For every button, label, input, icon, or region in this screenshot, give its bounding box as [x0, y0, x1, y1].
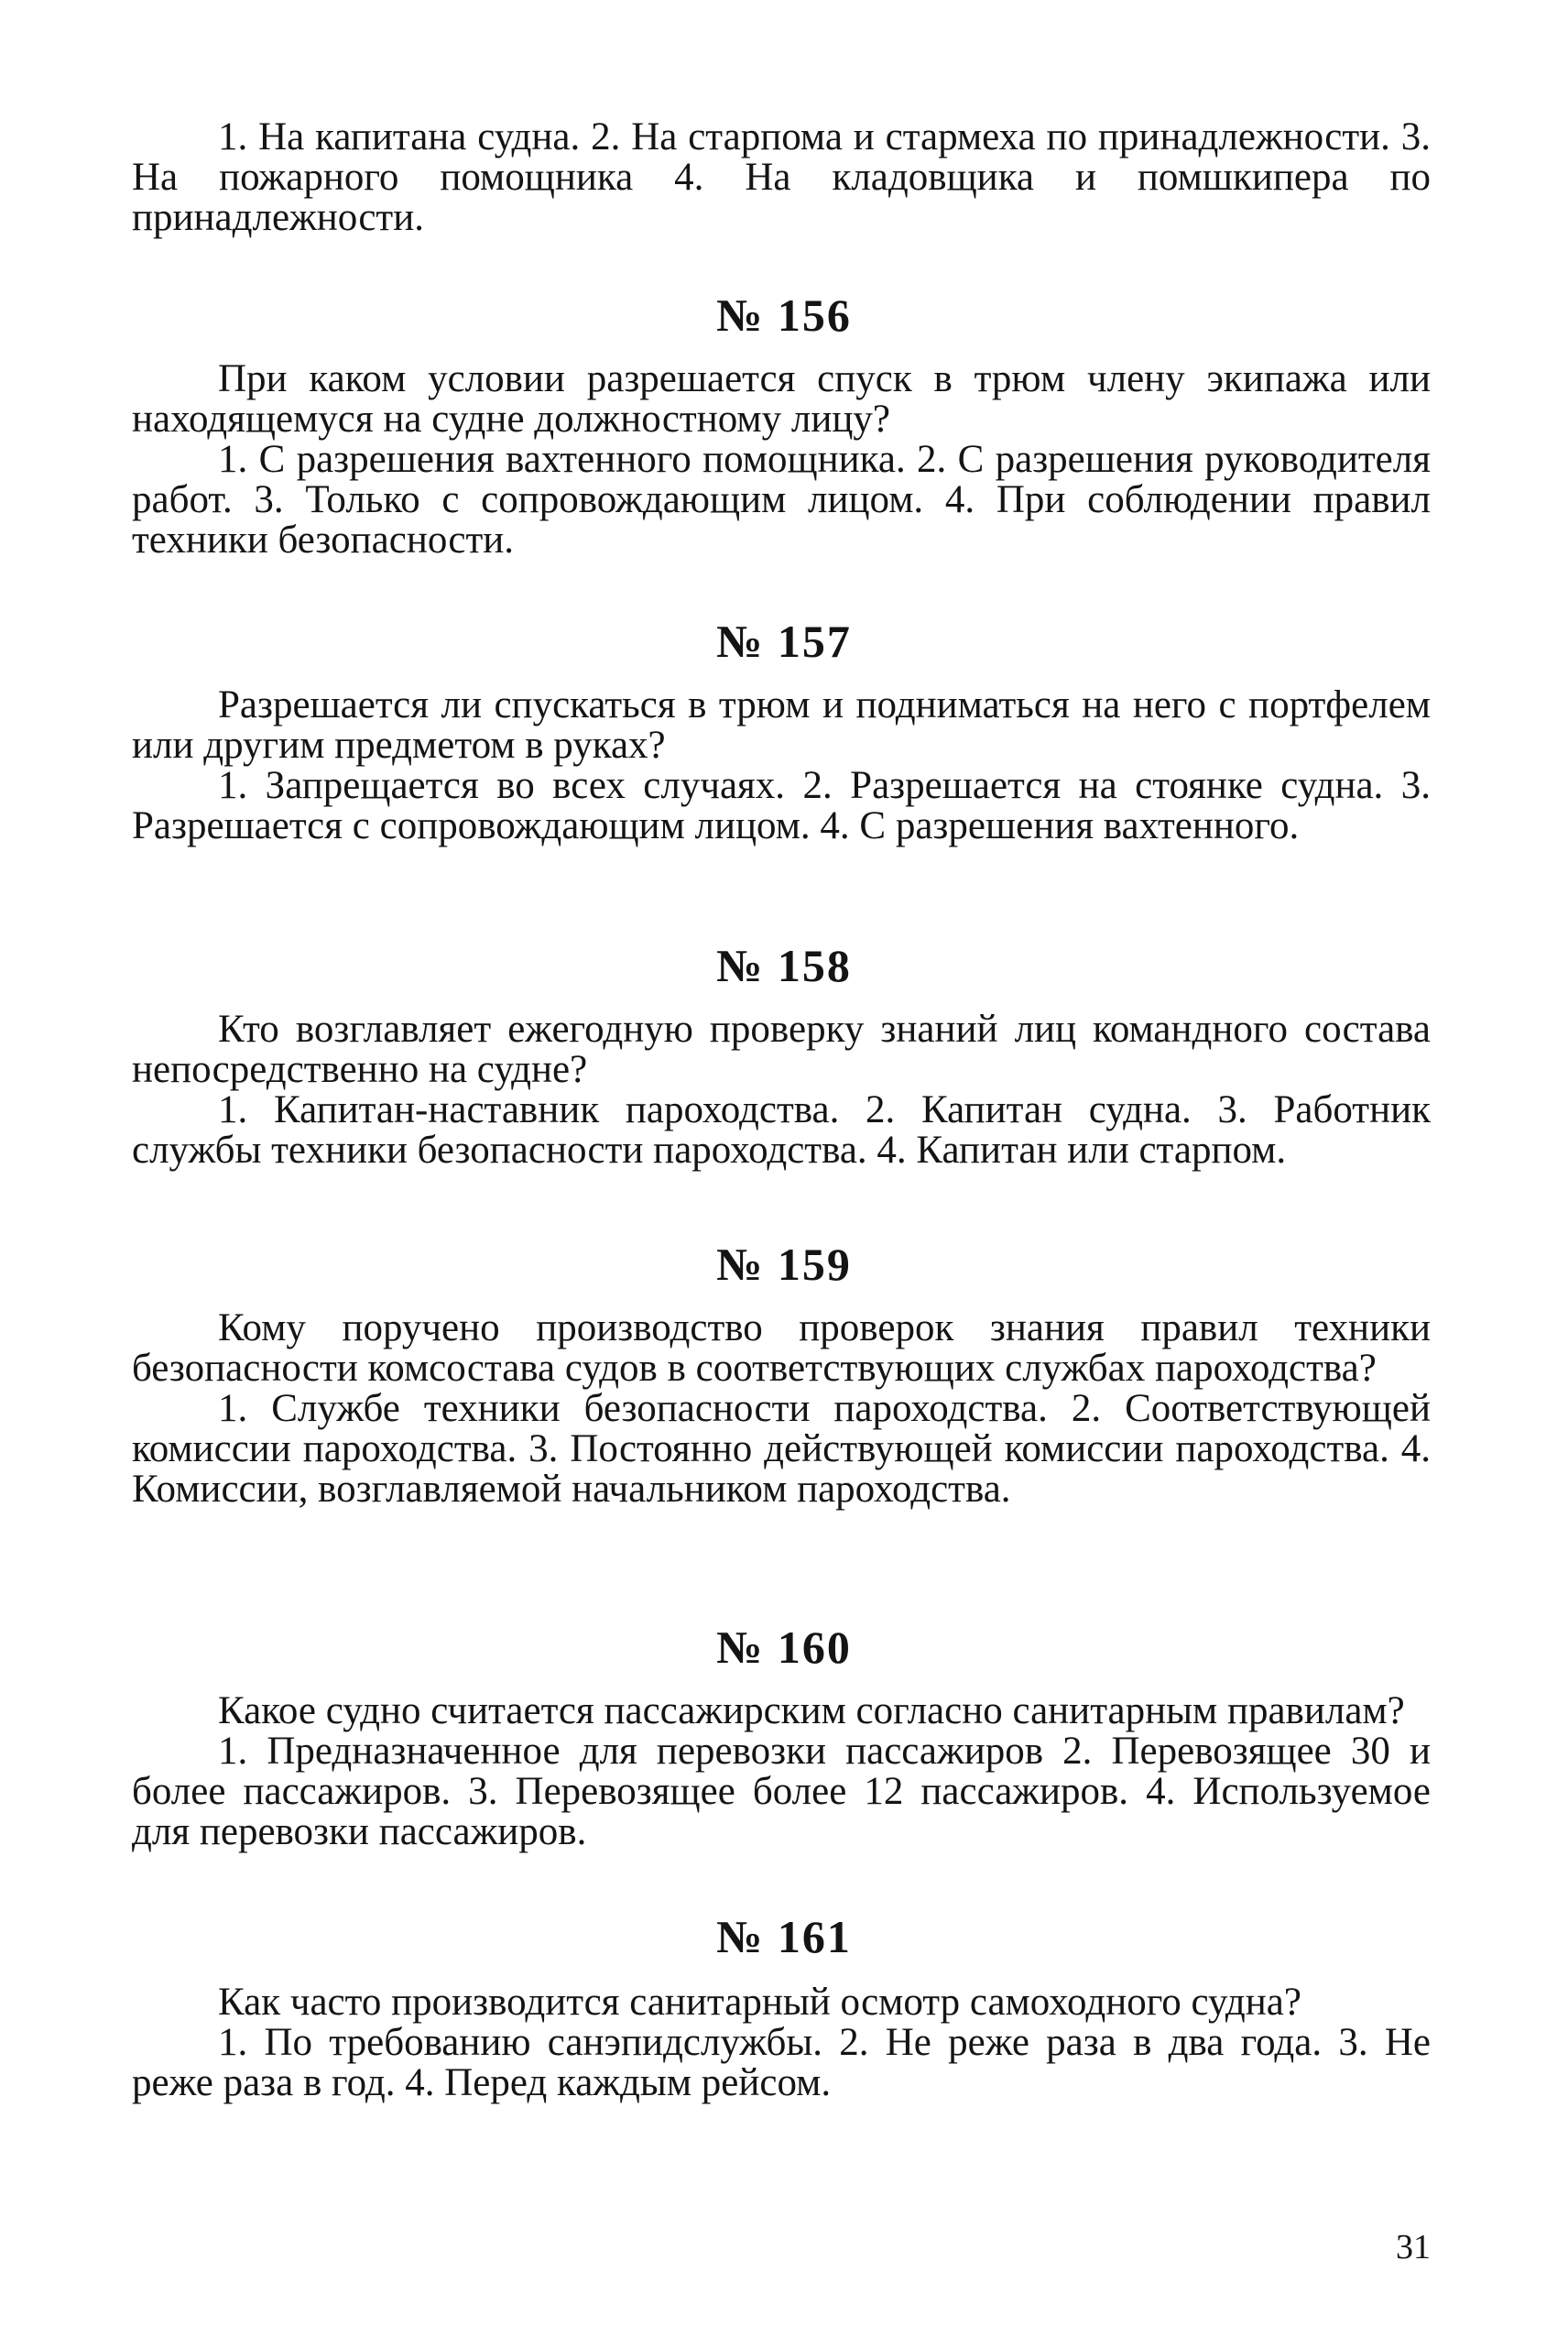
question-block-158 [132, 1010, 1431, 1171]
question-number-157: № 157 [716, 616, 852, 667]
answers-text-159: 1. Службе техники безопасности пароходства. 2. Соответствующей комиссии пароходства. 3. Постоянно действующей комиссии пароходства. 4. Комиссии, возглавляемой начальником пароходства. [132, 1387, 1431, 1511]
question-block-160 [132, 1691, 1431, 1852]
question-text-159: Кому поручено производство проверок знания правил техники безопасности комсостава судов в соответствующих службах пароходства? [132, 1306, 1431, 1390]
answers-text-158: 1. Капитан-наставник пароходства. 2. Капитан судна. 3. Работник службы техники безопасности пароходства. 4. Капитан или старпом. [132, 1088, 1431, 1172]
question-number-156: № 156 [716, 289, 852, 341]
answers-text-156: 1. С разрешения вахтенного помощника. 2. С разрешения руководителя работ. 3. Только с сопровождающим лицом. 4. При соблюдении правил техники безопасности. [132, 438, 1431, 562]
question-number-160: № 160 [716, 1622, 852, 1673]
question-number-158: № 158 [716, 940, 852, 991]
question-number-159: № 159 [716, 1239, 852, 1290]
intro-answers-text: 1. На капитана судна. 2. На старпома и стармеха по принадлежности. 3. На пожарного помощника 4. На кладовщика и помшкипера по принадлежности. [132, 115, 1431, 239]
question-block-161 [132, 1982, 1431, 2103]
page-number: 31 [1396, 2228, 1431, 2266]
question-block-159 [132, 1308, 1431, 1510]
answers-text-160: 1. Предназначенное для перевозки пассажиров 2. Перевозящее 30 и более пассажиров. 3. Перевозящее более 12 пассажиров. 4. Используемое для перевозки пассажиров. [132, 1730, 1431, 1853]
question-text-161: Как часто производится санитарный осмотр самоходного судна? [218, 1981, 1301, 2024]
question-block-156 [132, 359, 1431, 561]
question-text-160: Какое судно считается пассажирским согласно санитарным правилам? [218, 1689, 1405, 1732]
question-text-157: Разрешается ли спускаться в трюм и подниматься на него с портфелем или другим предметом в руках? [132, 683, 1431, 767]
question-text-158: Кто возглавляет ежегодную проверку знаний лиц командного состава непосредственно на судне? [132, 1008, 1431, 1091]
question-block-157 [132, 685, 1431, 846]
question-text-156: При каком условии разрешается спуск в трюм члену экипажа или находящемуся на судне должностному лицу? [132, 357, 1431, 441]
intro-answers [132, 117, 1431, 238]
answers-text-161: 1. По требованию санэпидслужбы. 2. Не реже раза в два года. 3. Не реже раза в год. 4. Перед каждым рейсом. [132, 2021, 1431, 2104]
question-number-161: № 161 [716, 1911, 852, 1962]
answers-text-157: 1. Запрещается во всех случаях. 2. Разрешается на стоянке судна. 3. Разрешается с сопровождающим лицом. 4. С разрешения вахтенного. [132, 764, 1431, 847]
